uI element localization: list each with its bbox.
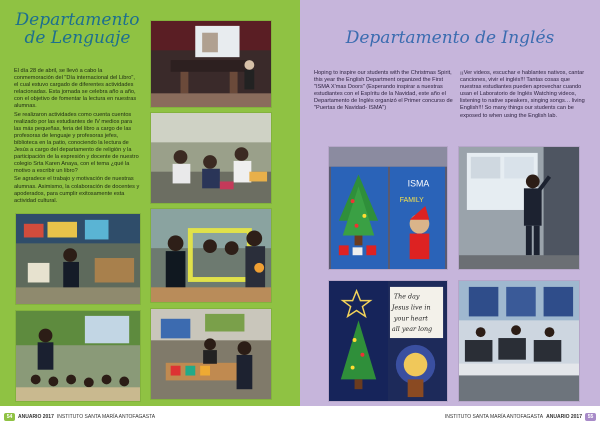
language-department-title [10, 12, 145, 48]
photo-storytelling-children [15, 310, 141, 402]
photo-student-at-whiteboard [458, 146, 580, 270]
left-page-footer [4, 413, 155, 421]
yearbook-label: ANUARIO 2017 [546, 414, 582, 420]
door-text-family: FAMILY [399, 197, 424, 205]
photo-students-reading-floor [150, 112, 272, 204]
institution-label: INSTITUTO SANTA MARÍA ANTOFAGASTA [444, 414, 544, 420]
right-page-footer [445, 413, 596, 421]
photo-christmas-door-jesus [328, 280, 448, 402]
yearbook-label: ANUARIO 2017 [18, 414, 54, 420]
title-line-1: Departamento [15, 10, 140, 30]
language-article-text [14, 68, 140, 206]
photo-girls-with-frame [150, 208, 272, 303]
page-number: 54 [4, 413, 15, 421]
english-article-column-1: Hoping to inspire our students with the Christmas Spirit, this year the English Department organized the First "ISMA X'mas Doors" (Esperando inspirar a nuestras estudiantes con el Espíritu de la Navidad, este año el Departamento de Inglés organizó el Primer concurso de "Puertas de Navidad- ISMA") [314, 70, 453, 112]
photo-english-computer-lab [458, 280, 580, 402]
paragraph: Se agradece el trabajo y motivación de nuestras alumnas. Asimismo, la colaboración de docentes y apoderados, para cumplir exitosamente esta actividad cultural. [14, 176, 140, 204]
photo-ceremony-stage [150, 20, 272, 108]
photo-book-fair [150, 308, 272, 400]
door-sign-line-2: Jesus live in [391, 303, 431, 312]
english-department-title: Departamento de Inglés [345, 28, 555, 48]
page-number: 55 [585, 413, 596, 421]
door-sign-line-4: all year long [391, 325, 433, 334]
photo-christmas-door-isma-family [328, 146, 448, 270]
photo-library-display [15, 213, 141, 305]
institution-label: INSTITUTO SANTA MARÍA ANTOFAGASTA [56, 414, 156, 420]
door-sign-line-1: The day [393, 292, 420, 301]
english-article-column-2: ¡¡Ver videos, escuchar e hablantes nativos, cantar canciones, vivir el inglés!!! Tantas cosas que nuestras estudiantes pueden aprovechar cuando usan el Laboratorio de Inglés Watching videos, listening to native speakers, singing songs… living English!!! So many things our students can be exposed to when using the English lab. [460, 70, 585, 119]
door-text-isma: ISMA [407, 178, 430, 189]
right-page [300, 0, 600, 428]
paragraph: Se realizaron actividades como cuenta cuentos realizado por las estudiantes de IV medios para las más pequeñas, feria del libro a cargo de las profesoras de lenguaje y profesoras jefes, biblioteca en la patio, conociendo la lectura de Jesús a cargo del departamento de religión y la participación de la expresión y docente de nuestro colegio Srta Karen Anaya, con el tema ¿qué la motivo a escribir un libro? [14, 111, 139, 175]
door-sign-line-3: your heart [393, 314, 428, 323]
title-line-2: de Lenguaje [24, 27, 131, 48]
paragraph: El día 28 de abril, se llevó a cabo la conmemoración del "Día internacional del Libro", el cual estuvo cargado de diferentes actividades relacionadas. Esta jornada se celebra año a año, con el objetivo de fomentar la lectura en nuestras alumnas. [14, 68, 137, 110]
